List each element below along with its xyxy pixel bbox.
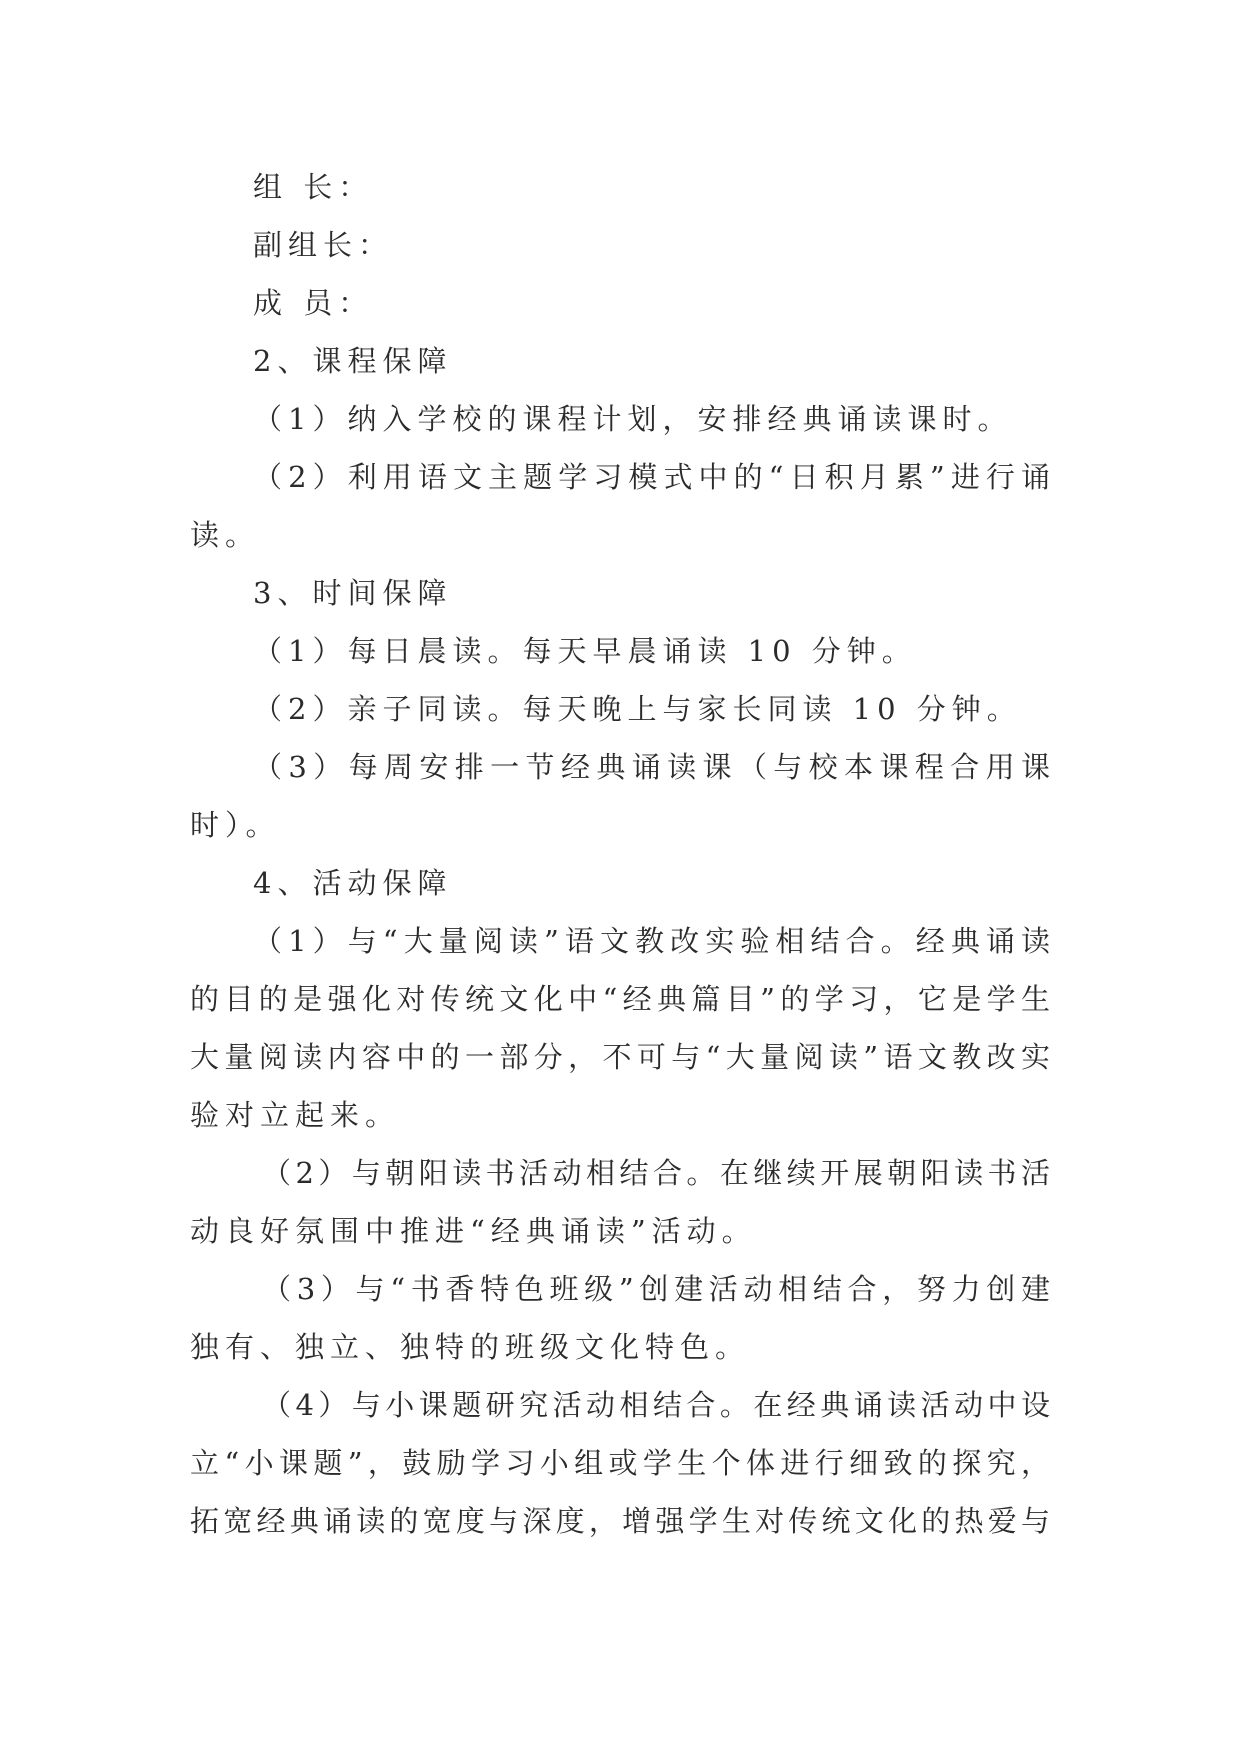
section-heading-time-guarantee: 3、时间保障 [253, 576, 453, 610]
paragraph-line: 读。 [190, 518, 261, 552]
paragraph-line: 大量阅读内容中的一部分，不可与“大量阅读”语文教改实 [190, 1040, 1050, 1074]
group-leader-label: 组 长： [253, 170, 374, 204]
paragraph-line: （4）与小课题研究活动相结合。在经典诵读活动中设 [262, 1388, 1050, 1422]
paragraph-line: （1）每日晨读。每天早晨诵读 10 分钟。 [253, 634, 917, 668]
paragraph-line: （2）利用语文主题学习模式中的“日积月累”进行诵 [253, 460, 1050, 494]
paragraph-line: 的目的是强化对传统文化中“经典篇目”的学习，它是学生 [190, 982, 1050, 1016]
paragraph-line: 验对立起来。 [190, 1098, 401, 1132]
paragraph-line: 独有、独立、独特的班级文化特色。 [190, 1330, 751, 1364]
deputy-group-leader-label: 副组长： [253, 228, 394, 262]
section-heading-course-guarantee: 2、课程保障 [253, 344, 453, 378]
paragraph-line: （2）亲子同读。每天晚上与家长同读 10 分钟。 [253, 692, 1022, 726]
paragraph-line: （2）与朝阳读书活动相结合。在继续开展朝阳读书活 [262, 1156, 1050, 1190]
members-label: 成 员： [253, 286, 374, 320]
paragraph-line: 拓宽经典诵读的宽度与深度，增强学生对传统文化的热爱与 [190, 1504, 1050, 1538]
paragraph-line: 立“小课题”，鼓励学习小组或学生个体进行细致的探究， [190, 1446, 1050, 1480]
paragraph-line: 时）。 [190, 808, 281, 842]
paragraph-line: （1）与“大量阅读”语文教改实验相结合。经典诵读 [253, 924, 1050, 958]
section-heading-activity-guarantee: 4、活动保障 [253, 866, 453, 900]
paragraph-line: （3）每周安排一节经典诵读课（与校本课程合用课 [253, 750, 1050, 784]
document-body [190, 158, 1050, 1550]
paragraph-line: （3）与“书香特色班级”创建活动相结合，努力创建 [262, 1272, 1050, 1306]
paragraph-line: （1）纳入学校的课程计划，安排经典诵读课时。 [253, 402, 1013, 436]
paragraph-line: 动良好氛围中推进“经典诵读”活动。 [190, 1214, 757, 1248]
